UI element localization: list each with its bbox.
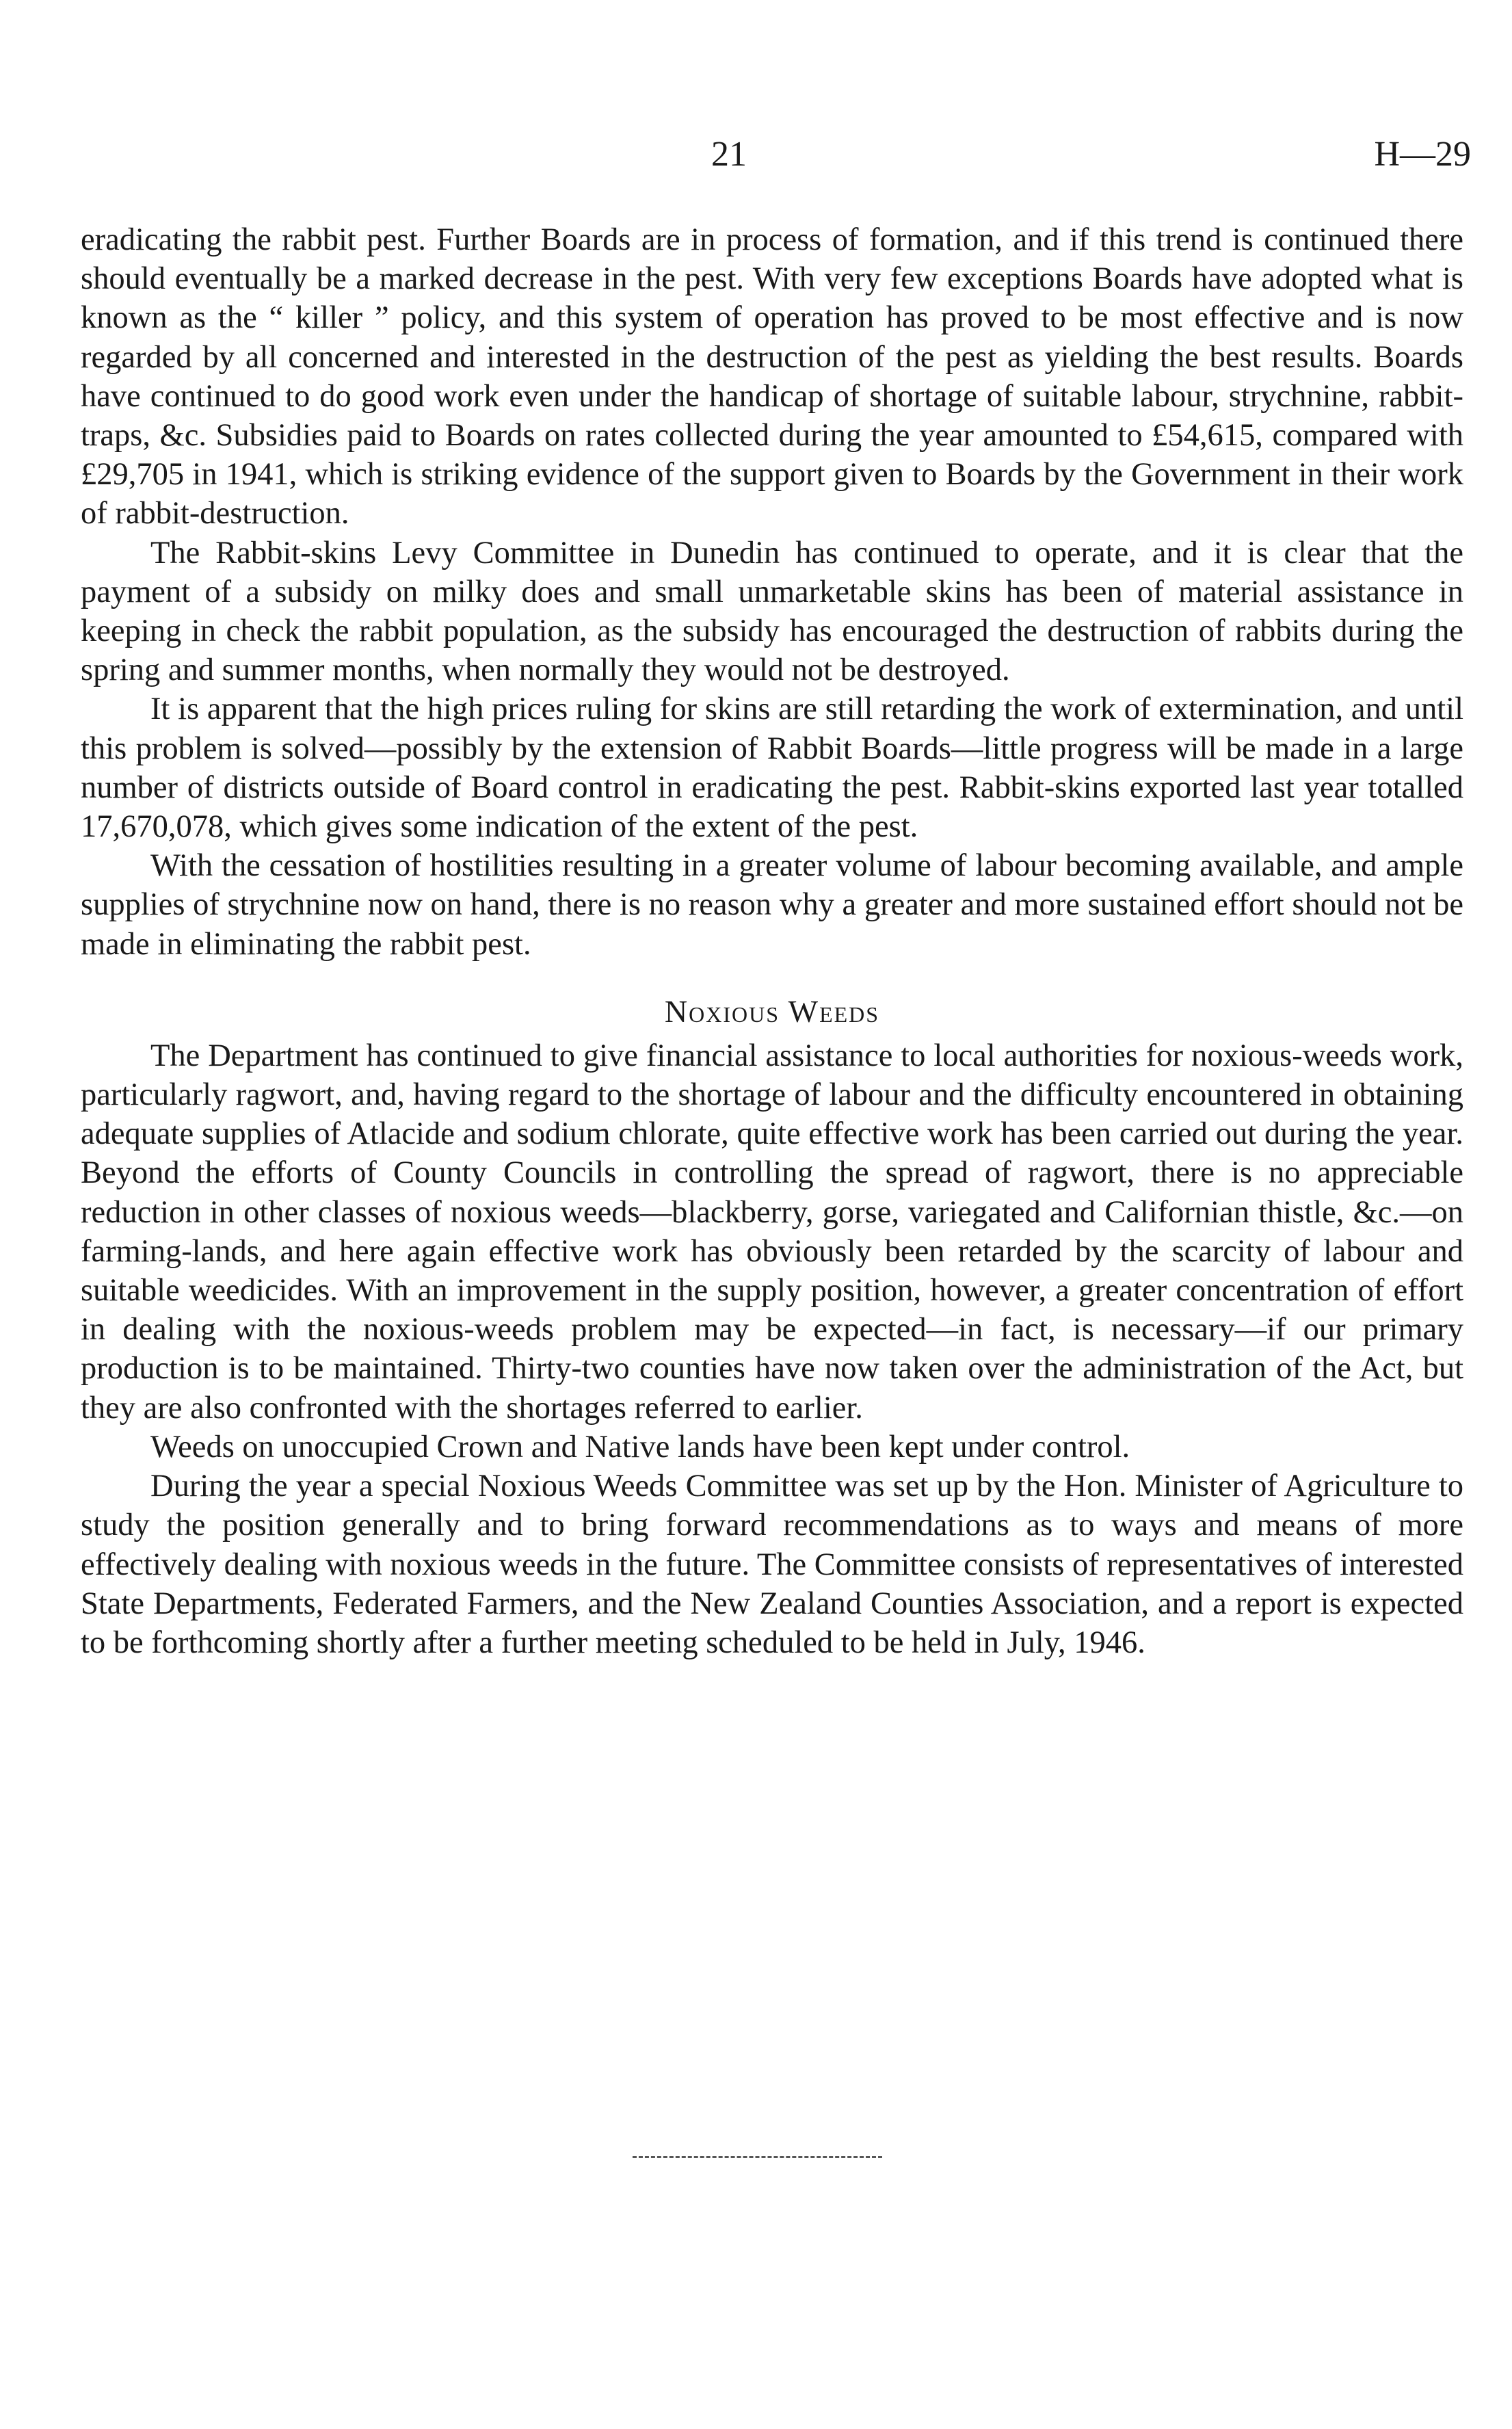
page-number: 21 [711,135,747,174]
paragraph-rabbit-boards: eradicating the rabbit pest. Further Boards are in process of formation, and if this trend is continued there should eventually be a marked decrease in the pest. With very few exceptions Boards have adopted what is known as the “ killer ” policy, and this system of operation has proved to be most effective and is now regarded by all concerned and interested in the destruction of the pest as yielding the best results. Boards have continued to do good work even under the handicap of shortage of suitable labour, strychnine, rabbit-traps, &c. Subsidies paid to Boards on rates collected during the year amounted to £54,615, compared with £29,705 in 1941, which is striking evidence of the support given to Boards by the Government in their work of rabbit-destruction. [81,222,1463,531]
paragraph-cessation-hostilities: With the cessation of hostilities resulting in a greater volume of labour becoming available, and ample supplies of strychnine now on hand, there is no reason why a greater and more sustained effort should not be made in eliminating the rabbit pest. [81,848,1463,962]
body-text [81,220,1463,1662]
paragraph-rabbit-skins-levy: The Rabbit-skins Levy Committee in Dunedin has continued to operate, and it is clear that the payment of a subsidy on milky does and small unmarketable skins has been of material assistance in keeping in check the rabbit population, as the subsidy has encouraged the destruction of rabbits during the spring and summer months, when normally they would not be destroyed. [81,535,1463,688]
closing-divider [633,2156,882,2158]
paragraph-skin-prices: It is apparent that the high prices ruling for skins are still retarding the work of extermination, and until this problem is solved—possibly by the extension of Rabbit Boards—little progress will be made in a large number of districts outside of Board control in eradicating the pest. Rabbit-skins exported last year totalled 17,670,078, which gives some indication of the extent of the pest. [81,692,1463,845]
paragraph-weeds-committee: During the year a special Noxious Weeds Committee was set up by the Hon. Minister of Agriculture to study the position generally and to bring forward recommendations as to ways and means of more effectively dealing with noxious weeds in the future. The Committee consists of representatives of interested State Departments, Federated Farmers, and the New Zealand Counties Association, and a report is expected to be forthcoming shortly after a further meeting scheduled to be held in July, 1946. [81,1469,1463,1660]
paragraph-crown-lands: Weeds on unoccupied Crown and Native lands have been kept under control. [150,1429,1130,1465]
page-header [0,134,1512,182]
section-heading-noxious-weeds: Noxious Weeds [664,993,880,1029]
paragraph-weeds-assistance: The Department has continued to give financial assistance to local authorities for noxious-weeds work, particularly ragwort, and, having regard to the shortage of labour and the difficulty encountered in obtaining adequate supplies of Atlacide and sodium chlorate, quite effective work has been carried out during the year. Beyond the efforts of County Councils in controlling the spread of ragwort, there is no appreciable reduction in other classes of noxious weeds—blackberry, gorse, variegated and Californian thistle, &c.—on farming-lands, and here again effective work has obviously been retarded by the scarcity of labour and suitable weedicides. With an improvement in the supply position, however, a greater concentration of effort in dealing with the noxious-weeds problem may be expected—in fact, is necessary—if our primary production is to be maintained. Thirty-two counties have now taken over the administration of the Act, but they are also confronted with the shortages referred to earlier. [81,1038,1463,1426]
document-reference: H—29 [1374,135,1471,174]
